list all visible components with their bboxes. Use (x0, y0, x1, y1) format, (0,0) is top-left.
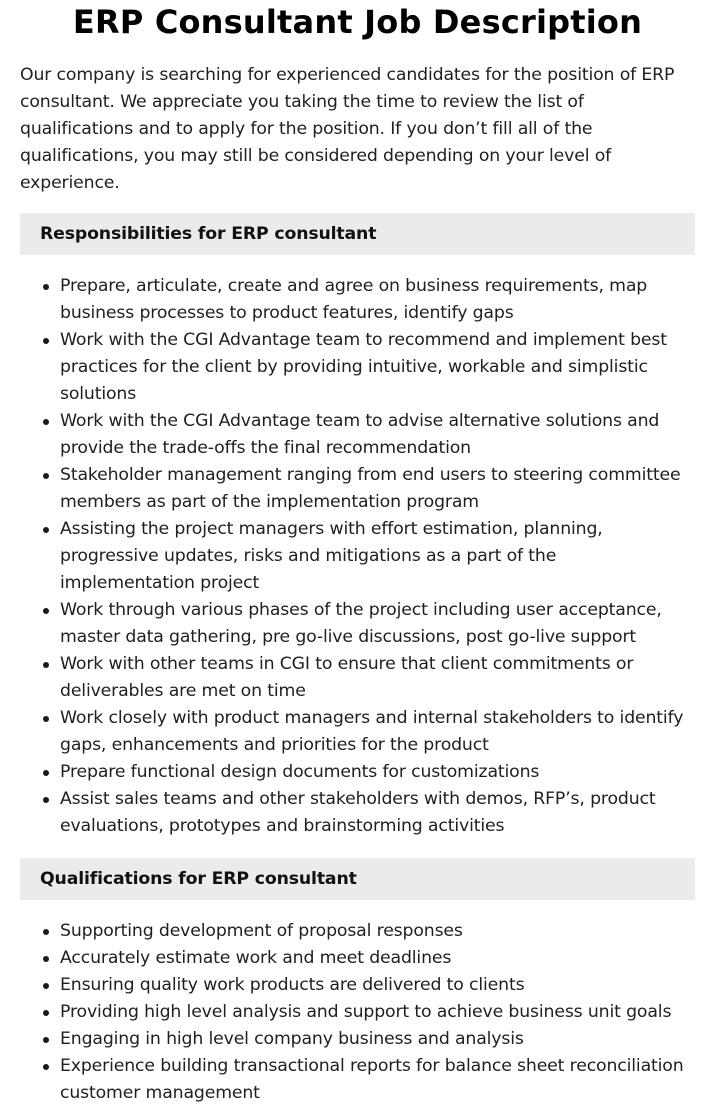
list-item: Stakeholder management ranging from end users to steering committee members as part of the implementation program (60, 462, 695, 516)
list-item: Work closely with product managers and internal stakeholders to identify gaps, enhancements and priorities for the product (60, 705, 695, 759)
list-item: Engaging in high level company business and analysis (60, 1026, 695, 1053)
qualifications-list (20, 918, 695, 1107)
list-item: Prepare functional design documents for customizations (60, 759, 695, 786)
qualifications-heading: Qualifications for ERP consultant (20, 858, 695, 900)
list-item: Experience building transactional reports for balance sheet reconciliation customer management (60, 1053, 695, 1107)
list-item: Assist sales teams and other stakeholders with demos, RFP’s, product evaluations, prototypes and brainstorming activities (60, 786, 695, 840)
list-item: Work with the CGI Advantage team to advise alternative solutions and provide the trade-offs the final recommendation (60, 408, 695, 462)
list-item: Prepare, articulate, create and agree on business requirements, map business processes to product features, identify gaps (60, 273, 695, 327)
list-item: Providing high level analysis and support to achieve business unit goals (60, 999, 695, 1026)
list-item: Work with other teams in CGI to ensure that client commitments or deliverables are met on time (60, 651, 695, 705)
intro-paragraph: Our company is searching for experienced candidates for the position of ERP consultant. We appreciate you taking the time to review the list of qualifications and to apply for the position. If you don’t fill all of the qualifications, you may still be considered depending on your level of experience. (20, 65, 675, 193)
list-item: Supporting development of proposal responses (60, 918, 695, 945)
page-title: ERP Consultant Job Description (72, 3, 643, 41)
list-item: Accurately estimate work and meet deadlines (60, 945, 695, 972)
list-item: Work through various phases of the project including user acceptance, master data gathering, pre go-live discussions, post go-live support (60, 597, 695, 651)
list-item: Assisting the project managers with effort estimation, planning, progressive updates, risks and mitigations as a part of the implementation project (60, 516, 695, 597)
responsibilities-list (20, 273, 695, 840)
responsibilities-heading: Responsibilities for ERP consultant (20, 213, 695, 255)
list-item: Work with the CGI Advantage team to recommend and implement best practices for the client by providing intuitive, workable and simplistic solutions (60, 327, 695, 408)
list-item: Ensuring quality work products are delivered to clients (60, 972, 695, 999)
